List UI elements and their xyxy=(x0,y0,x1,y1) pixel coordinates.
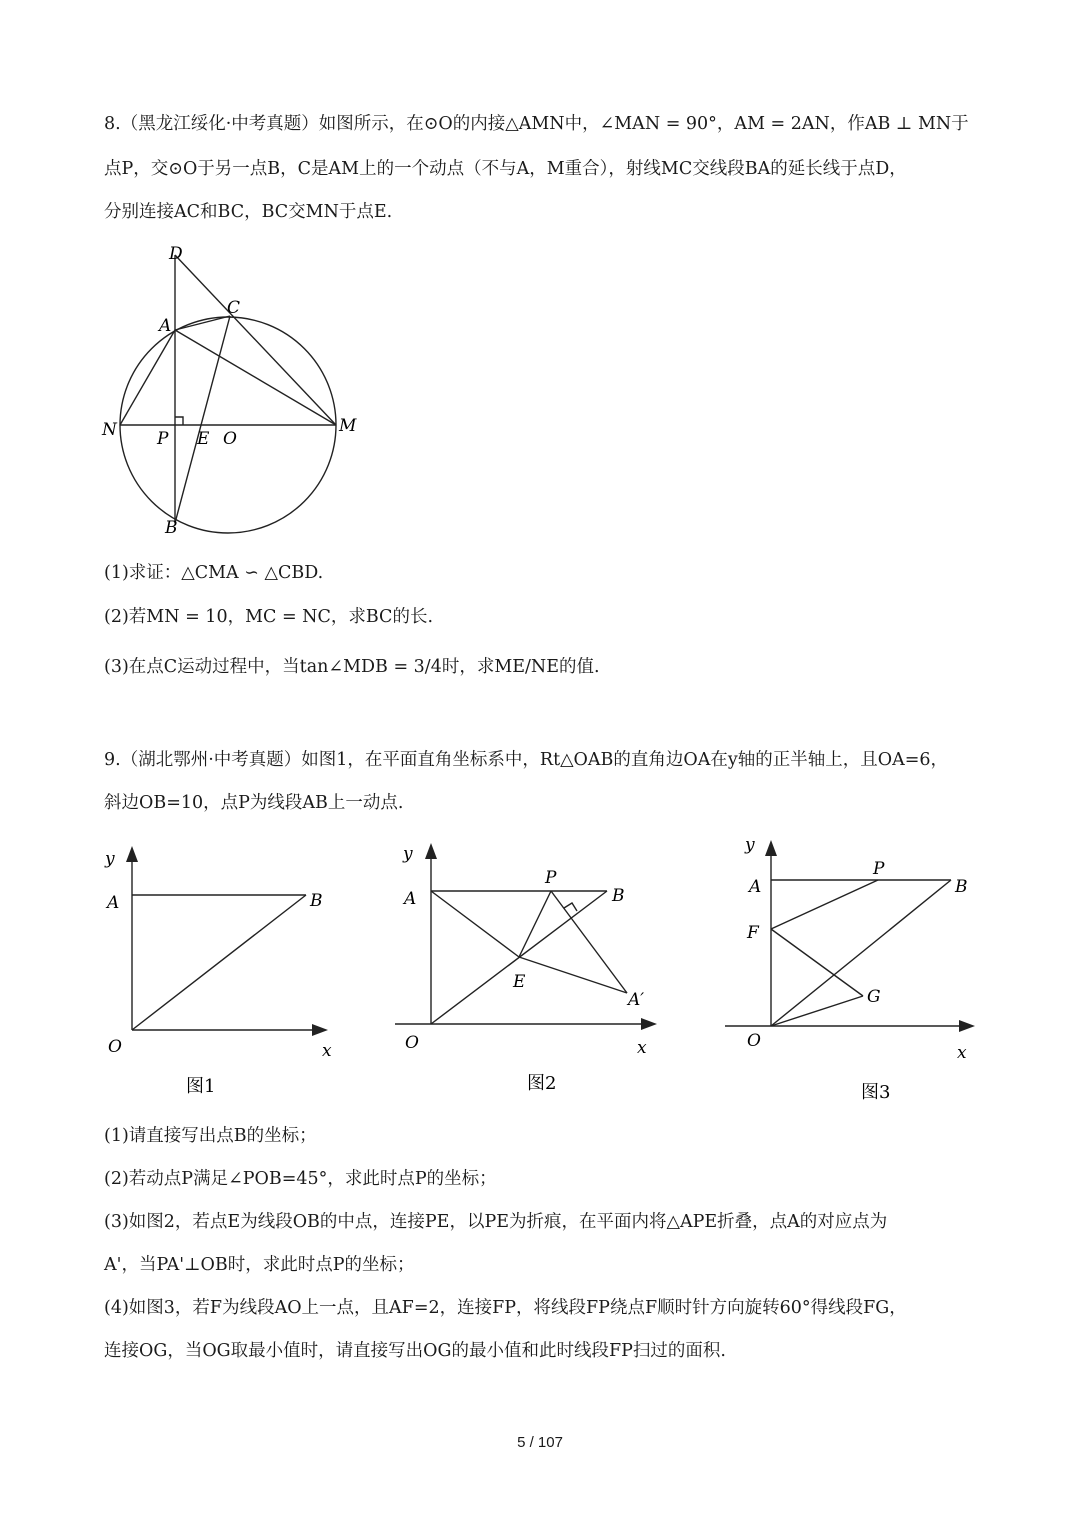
fig2-label-o: O xyxy=(405,1033,419,1053)
segment-ac xyxy=(175,316,230,330)
segment-na xyxy=(120,330,175,425)
fig3-label-p: P xyxy=(873,859,885,879)
fig3-segment-og xyxy=(771,996,863,1026)
q9-sub-4-cont: 连接OG，当OG取最小值时，请直接写出OG的最小值和此时线段FP扫过的面积. xyxy=(104,1341,726,1361)
fig2-segment-ea2 xyxy=(519,957,627,993)
q9-fig1 xyxy=(100,838,350,1104)
fig1-y-arrow xyxy=(126,846,138,862)
segment-am xyxy=(175,330,336,425)
q8-sub-3: (3)在点C运动过程中，当tan∠MDB = 3/4时，求ME/NE的值. xyxy=(104,657,600,677)
label-p: P xyxy=(157,429,169,449)
q9-fig1-svg xyxy=(100,838,350,1100)
fig3-segment-fp xyxy=(771,880,878,929)
label-c: C xyxy=(227,298,241,318)
fig2-label-y: y xyxy=(403,844,413,864)
q9-fig2 xyxy=(395,835,675,1104)
q9-fig3-svg xyxy=(725,830,985,1110)
label-a: A xyxy=(159,316,172,336)
fig3-label-g: G xyxy=(867,987,881,1007)
fig2-y-arrow xyxy=(425,843,437,859)
fig2-label-a-prime: A′ xyxy=(628,990,645,1010)
q9-line-2: 斜边OB=10，点P为线段AB上一动点. xyxy=(104,793,404,813)
fig2-label-x: x xyxy=(637,1038,647,1058)
q9-sub-2: (2)若动点P满足∠POB=45°，求此时点P的坐标； xyxy=(104,1169,497,1189)
q9-sub-3-cont: A'，当PA'⊥OB时，求此时点P的坐标； xyxy=(104,1255,415,1275)
fig1-label-x: x xyxy=(322,1041,332,1061)
fig3-label-b: B xyxy=(955,877,968,897)
fig3-y-arrow xyxy=(765,840,777,856)
right-angle-mark xyxy=(175,417,183,425)
q8-line-1: 8.（黑龙江绥化·中考真题）如图所示，在⊙O的内接△AMN中，∠MAN = 90°，AM = 2AN，作AB ⊥ MN于 xyxy=(104,114,969,134)
fig1-x-arrow xyxy=(312,1024,328,1036)
q8-line-3: 分别连接AC和BC，BC交MN于点E. xyxy=(104,202,393,222)
q8-sub-2: (2)若MN = 10，MC = NC，求BC的长. xyxy=(104,607,434,627)
page-number: 5 / 107 xyxy=(517,1434,563,1451)
q9-sub-1: (1)请直接写出点B的坐标； xyxy=(104,1126,317,1146)
fig2-label-p: P xyxy=(545,868,557,888)
fig1-segment-ob xyxy=(132,895,306,1030)
segment-dm xyxy=(175,255,336,425)
q9-sub-3: (3)如图2，若点E为线段OB的中点，连接PE，以PE为折痕，在平面内将△APE折叠，点A的对应点为 xyxy=(104,1212,888,1232)
fig2-right-angle-mark xyxy=(564,903,577,911)
fig1-label-a: A xyxy=(107,893,120,913)
q8-sub-1: (1)求证：△CMA ∽ △CBD. xyxy=(104,563,324,583)
fig1-label-o: O xyxy=(108,1037,122,1057)
fig1-label-y: y xyxy=(105,849,115,869)
fig2-segment-ae xyxy=(431,891,519,957)
q8-line-2: 点P，交⊙O于另一点B，C是AM上的一个动点（不与A，M重合），射线MC交线段BA的延长线于点D， xyxy=(104,159,907,179)
fig2-caption: 图2 xyxy=(527,1073,557,1094)
label-b: B xyxy=(165,518,178,538)
q9-fig3 xyxy=(725,830,985,1114)
label-m: M xyxy=(339,416,357,436)
q8-figure-svg xyxy=(95,235,375,545)
fig2-x-arrow xyxy=(641,1018,657,1030)
fig3-segment-ob xyxy=(771,880,951,1026)
fig3-label-y: y xyxy=(745,835,755,855)
fig1-caption: 图1 xyxy=(186,1076,216,1097)
q8-figure xyxy=(95,235,375,549)
fig2-segment-pa2 xyxy=(551,891,627,993)
fig3-label-f: F xyxy=(747,923,759,943)
label-d: D xyxy=(169,244,183,264)
q9-sub-4: (4)如图3，若F为线段AO上一点，且AF=2，连接FP，将线段FP绕点F顺时针方向旋转60°得线段FG， xyxy=(104,1298,907,1318)
fig2-segment-ep xyxy=(519,891,551,957)
fig3-caption: 图3 xyxy=(861,1082,891,1103)
fig2-label-a: A xyxy=(404,889,417,909)
fig1-label-b: B xyxy=(310,891,323,911)
fig3-x-arrow xyxy=(959,1020,975,1032)
fig3-label-a: A xyxy=(749,877,762,897)
q9-fig2-svg xyxy=(395,835,675,1100)
label-e: E xyxy=(197,429,210,449)
label-n: N xyxy=(102,420,117,440)
fig3-label-o: O xyxy=(747,1031,761,1051)
fig3-label-x: x xyxy=(957,1043,967,1063)
q9-line-1: 9.（湖北鄂州·中考真题）如图1，在平面直角坐标系中，Rt△OAB的直角边OA在y轴的正半轴上，且OA=6， xyxy=(104,750,949,770)
fig2-label-b: B xyxy=(612,886,625,906)
label-o: O xyxy=(223,429,237,449)
fig2-label-e: E xyxy=(513,972,526,992)
